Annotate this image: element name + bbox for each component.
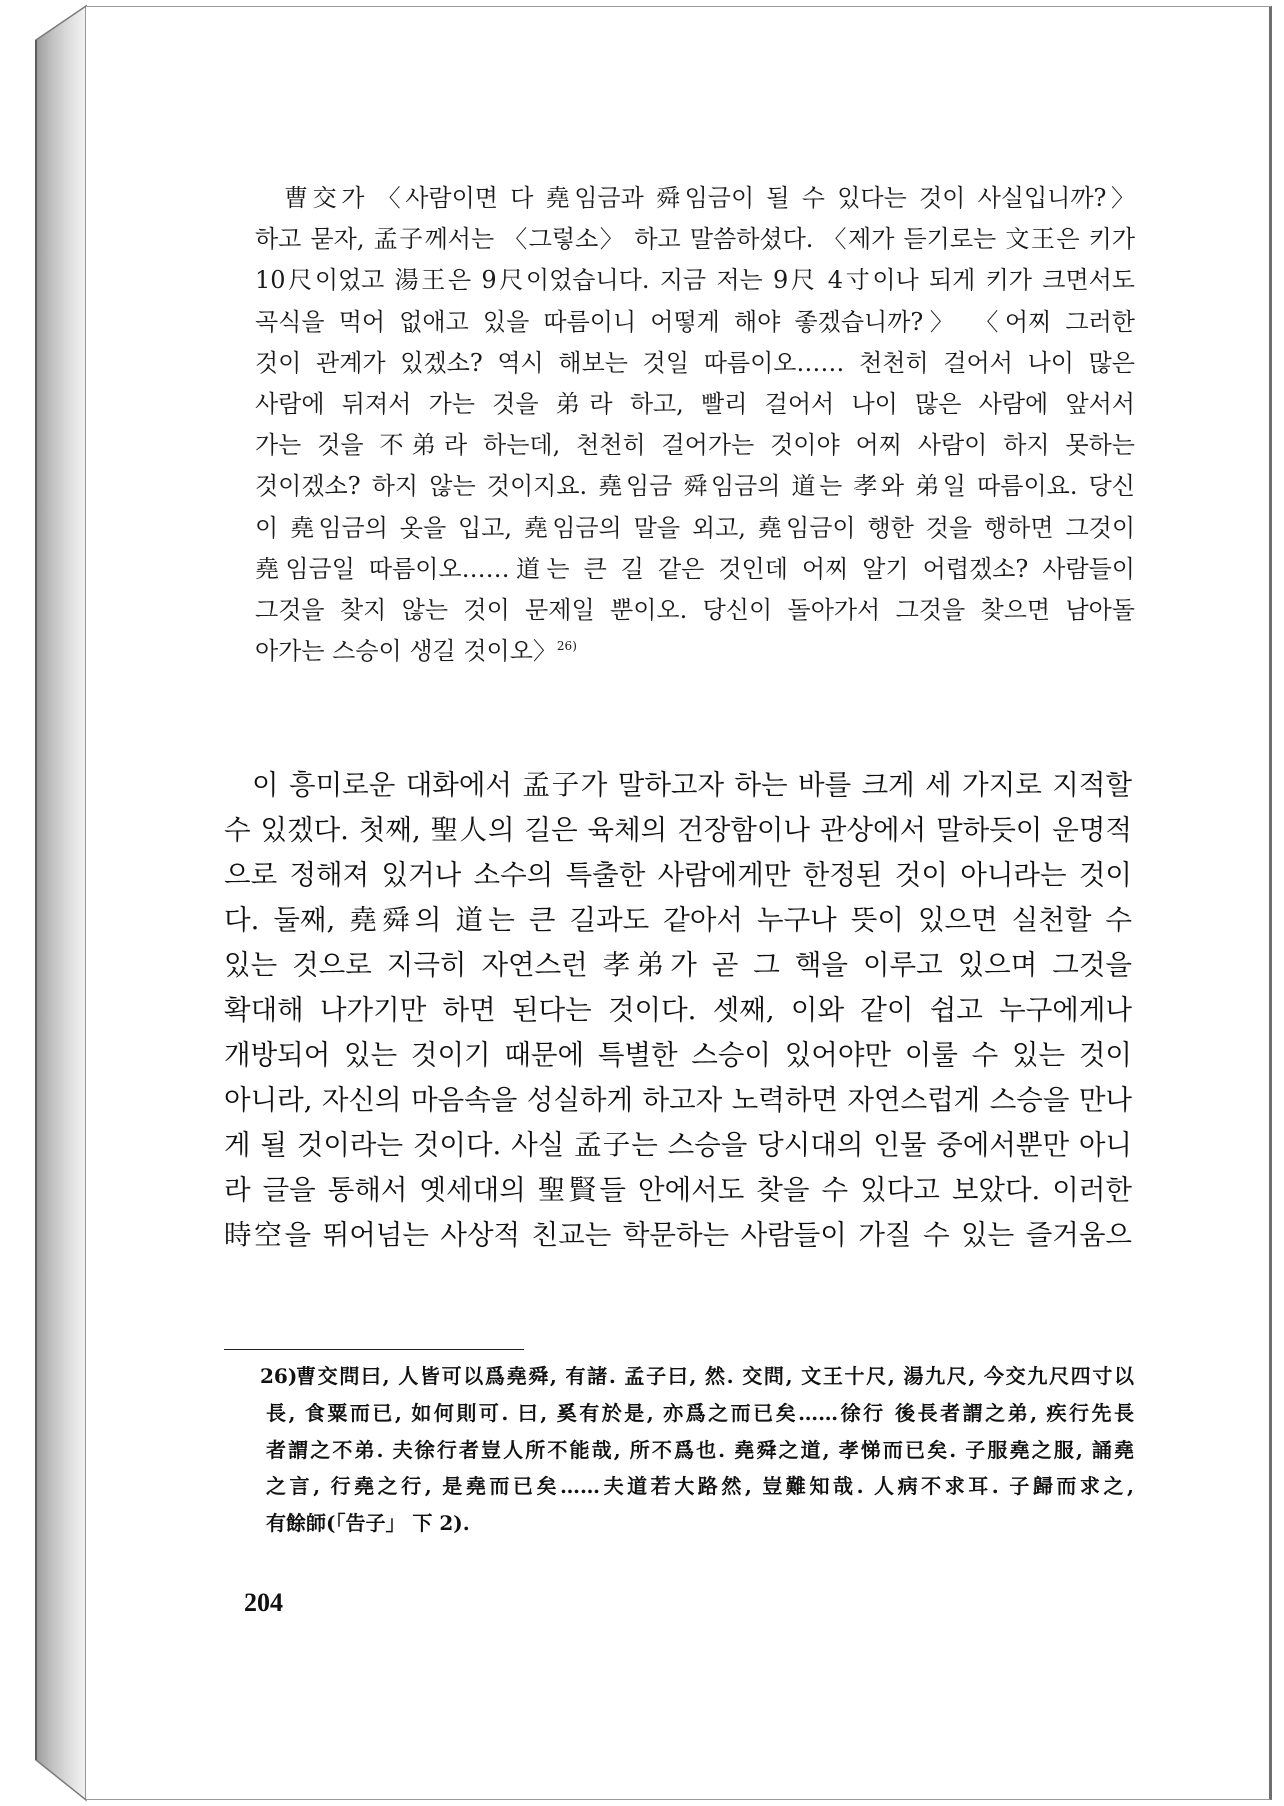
body-line: 라 글을 통해서 옛세대의 聖賢들 안에서도 찾을 수 있다고 보았다. 이러한 xyxy=(224,1174,1132,1206)
body-line: 확대해 나가기만 하면 된다는 것이다. 셋째, 이와 같이 쉽고 누구에게나 xyxy=(224,994,1132,1026)
quote-line: 것이 관계가 있겠소? 역시 해보는 것일 따름이오…… 천천히 걸어서 나이 많은 xyxy=(255,348,1135,377)
footnote-line: 之言, 行堯之行, 是堯而已矣……夫道若大路然, 豈難知哉. 人病不求耳. 子歸而求之, xyxy=(266,1474,1134,1499)
quote-line: 가는 것을 不弟라 하는데, 천천히 걸어가는 것이야 어찌 사람이 하지 못하는 xyxy=(255,431,1135,460)
quote-line: 堯임금일 따름이오……道는 큰 길 같은 것인데 어찌 알기 어렵겠소? 사람들이 xyxy=(255,554,1135,583)
body-line: 게 될 것이라는 것이다. 사실 孟子는 스승을 당시대의 인물 중에서뿐만 아니 xyxy=(224,1129,1132,1161)
body-line: 있는 것으로 지극히 자연스런 孝弟가 곧 그 핵을 이루고 있으며 그것을 xyxy=(224,949,1132,981)
footnote xyxy=(260,1358,1134,1542)
footnote-number: 26) xyxy=(260,1364,298,1388)
body-paragraph xyxy=(224,763,1132,1258)
body-line: 時空을 뛰어넘는 사상적 친교는 학문하는 사람들이 가질 수 있는 즐거움으 xyxy=(224,1219,1132,1251)
footnote-line: 有餘師(「告子」 下 2). xyxy=(266,1511,470,1536)
footnote-line: 曹交問曰, 人皆可以爲堯舜, 有諸. 孟子曰, 然. 交問, 文王十尺, 湯九尺, 今交九尺四寸以 xyxy=(296,1364,1134,1388)
footnote-divider xyxy=(224,1349,524,1350)
quote-line-text: 아가는 스승이 생길 것이오〉 xyxy=(255,637,557,666)
body-line: 수 있겠다. 첫째, 聖人의 길은 육체의 건장함이나 관상에서 말하듯이 운명적 xyxy=(224,814,1132,846)
quote-line: 이 堯임금의 옷을 입고, 堯임금의 말을 외고, 堯임금이 행한 것을 행하면 그것이 xyxy=(255,513,1135,542)
quote-line: 것이겠소? 하지 않는 것이지요. 堯임금 舜임금의 道는 孝와 弟일 따름이요. 당신 xyxy=(255,472,1135,501)
body-line: 이 흥미로운 대화에서 孟子가 말하고자 하는 바를 크게 세 가지로 지적할 xyxy=(252,769,1132,801)
quote-line-last xyxy=(255,631,1135,672)
quote-line: 10尺이었고 湯王은 9尺이었습니다. 지금 저는 9尺 4寸이나 되게 키가 크면서도 xyxy=(255,266,1135,295)
quoted-dialogue xyxy=(255,178,1135,672)
quote-line: 그것을 찾지 않는 것이 문제일 뿐이오. 당신이 돌아가서 그것을 찾으면 남아돌 xyxy=(255,595,1135,624)
quote-line: 하고 묻자, 孟子께서는 〈그렇소〉 하고 말씀하셨다. 〈제가 듣기로는 文王은 키가 xyxy=(255,225,1135,254)
quote-line: 曹交가 〈사람이면 다 堯임금과 舜임금이 될 수 있다는 것이 사실입니까?〉 xyxy=(284,184,1135,212)
page-number: 204 xyxy=(244,1588,283,1617)
body-line: 개방되어 있는 것이기 때문에 특별한 스승이 있어야만 이룰 수 있는 것이 xyxy=(224,1039,1132,1071)
body-line: 아니라, 자신의 마음속을 성실하게 하고자 노력하면 자연스럽게 스승을 만나 xyxy=(224,1084,1132,1116)
body-line: 으로 정해져 있거나 소수의 특출한 사람에게만 한정된 것이 아니라는 것이 xyxy=(224,859,1132,891)
footnote-reference[interactable]: 26) xyxy=(556,639,577,654)
footnote-line: 長, 食粟而已, 如何則可. 曰, 奚有於是, 亦爲之而已矣……徐行 後長者謂之弟, 疾行先長 xyxy=(266,1400,1134,1425)
quote-line: 곡식을 먹어 없애고 있을 따름이니 어떻게 해야 좋겠습니까?〉 〈어찌 그러한 xyxy=(255,307,1135,336)
body-line: 다. 둘째, 堯舜의 道는 큰 길과도 같아서 누구나 뜻이 있으면 실천할 수 xyxy=(224,904,1132,936)
footnote-line: 者謂之不弟. 夫徐行者豈人所不能哉, 所不爲也. 堯舜之道, 孝悌而已矣. 子服堯之服, 誦堯 xyxy=(266,1437,1134,1462)
quote-line: 사람에 뒤져서 가는 것을 弟라 하고, 빨리 걸어서 나이 많은 사람에 앞서서 xyxy=(255,389,1135,418)
